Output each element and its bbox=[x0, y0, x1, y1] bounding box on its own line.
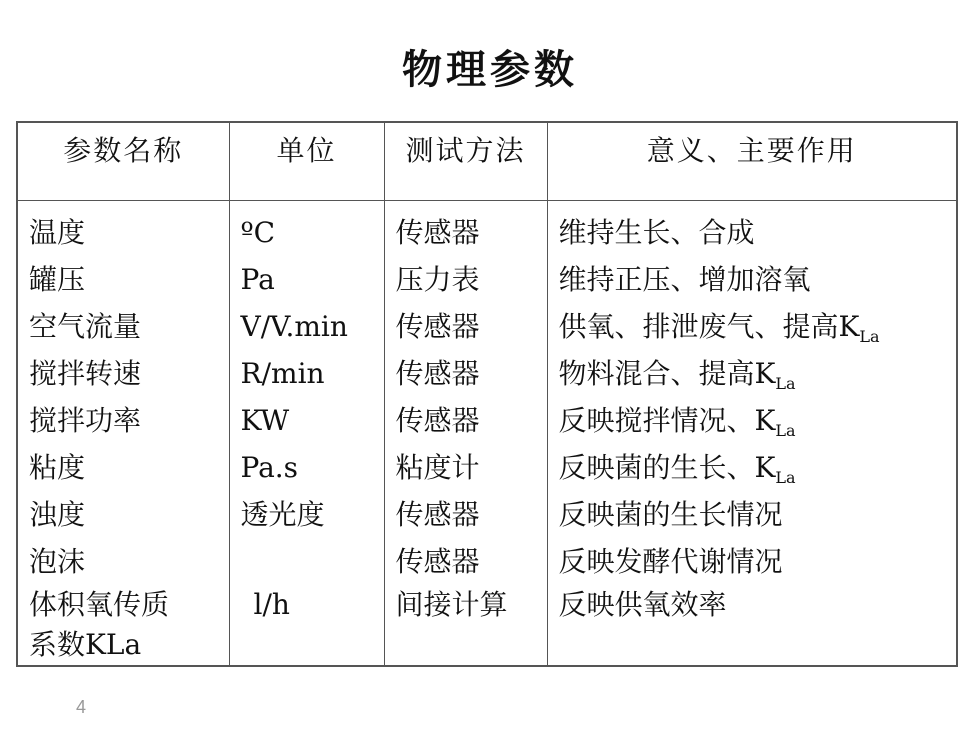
cell-name: 搅拌功率 bbox=[17, 397, 229, 444]
cell-method: 传感器 bbox=[384, 201, 547, 257]
header-role: 意义、主要作用 bbox=[547, 122, 957, 201]
cell-unit: KW bbox=[229, 397, 384, 444]
cell-method: 传感器 bbox=[384, 538, 547, 585]
role-text: 反映菌的生长、K bbox=[558, 451, 776, 484]
cell-unit: V/V.min bbox=[229, 303, 384, 350]
cell-unit: Pa.s bbox=[229, 444, 384, 491]
page-title: 物理参数 bbox=[402, 46, 578, 93]
cell-name: 罐压 bbox=[17, 256, 229, 303]
header-name: 参数名称 bbox=[17, 122, 229, 201]
cell-unit: R/min bbox=[229, 350, 384, 397]
cell-method: 传感器 bbox=[384, 397, 547, 444]
cell-name: 空气流量 bbox=[17, 303, 229, 350]
cell-method: 压力表 bbox=[384, 256, 547, 303]
role-text: 反映供氧效率 bbox=[558, 588, 727, 621]
cell-role bbox=[547, 350, 957, 397]
cell-name: 浊度 bbox=[17, 491, 229, 538]
role-text: 维持生长、合成 bbox=[558, 216, 755, 249]
header-unit: 单位 bbox=[229, 122, 384, 201]
role-text: 供氧、排泄废气、提高K bbox=[558, 310, 860, 343]
cell-name: 搅拌转速 bbox=[17, 350, 229, 397]
cell-name-line1: 体积氧传质 bbox=[29, 588, 170, 621]
table-row bbox=[17, 303, 957, 350]
role-text: 反映发酵代谢情况 bbox=[558, 545, 783, 578]
cell-name: 泡沫 bbox=[17, 538, 229, 585]
role-subscript: La bbox=[859, 327, 880, 346]
table-row bbox=[17, 201, 957, 257]
cell-unit: Pa bbox=[229, 256, 384, 303]
role-subscript: La bbox=[775, 468, 796, 487]
cell-role bbox=[547, 303, 957, 350]
cell-method: 传感器 bbox=[384, 303, 547, 350]
cell-name: 粘度 bbox=[17, 444, 229, 491]
page-number: 4 bbox=[76, 697, 87, 717]
role-text: 维持正压、增加溶氧 bbox=[558, 263, 811, 296]
cell-name-line2: 系数KLa bbox=[29, 628, 142, 661]
cell-role bbox=[547, 444, 957, 491]
cell-name: 温度 bbox=[17, 201, 229, 257]
role-subscript: La bbox=[775, 421, 796, 440]
table-header-row bbox=[17, 122, 957, 201]
table-row bbox=[17, 397, 957, 444]
cell-role bbox=[547, 538, 957, 585]
cell-name bbox=[17, 585, 229, 666]
table-row bbox=[17, 491, 957, 538]
role-text: 反映菌的生长情况 bbox=[558, 498, 783, 531]
parameter-table bbox=[16, 121, 958, 667]
cell-unit: 透光度 bbox=[229, 491, 384, 538]
table-row bbox=[17, 585, 957, 666]
cell-method: 传感器 bbox=[384, 350, 547, 397]
cell-role bbox=[547, 256, 957, 303]
cell-method: 间接计算 bbox=[384, 585, 547, 666]
header-method: 测试方法 bbox=[384, 122, 547, 201]
table-row bbox=[17, 538, 957, 585]
role-text: 物料混合、提高K bbox=[558, 357, 776, 390]
cell-unit: l/h bbox=[229, 585, 384, 666]
role-text: 反映搅拌情况、K bbox=[558, 404, 776, 437]
role-subscript: La bbox=[775, 374, 796, 393]
cell-role bbox=[547, 585, 957, 666]
table-row bbox=[17, 256, 957, 303]
table-row bbox=[17, 350, 957, 397]
cell-unit: ºC bbox=[229, 201, 384, 257]
table-row bbox=[17, 444, 957, 491]
cell-method: 粘度计 bbox=[384, 444, 547, 491]
cell-role bbox=[547, 491, 957, 538]
cell-method: 传感器 bbox=[384, 491, 547, 538]
cell-role bbox=[547, 201, 957, 257]
cell-unit bbox=[229, 538, 384, 585]
cell-role bbox=[547, 397, 957, 444]
